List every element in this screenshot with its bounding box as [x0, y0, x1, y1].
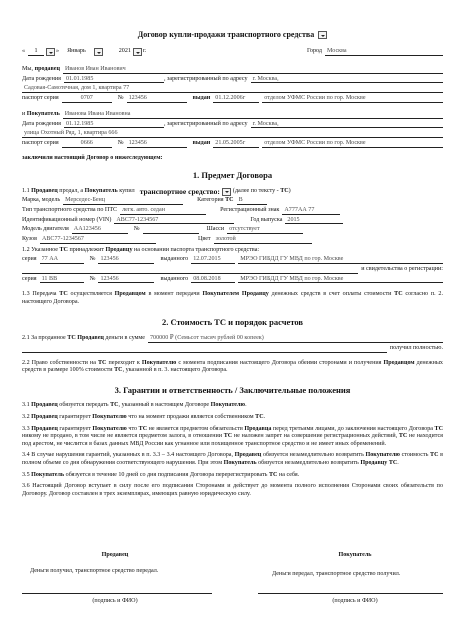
cert-date-field[interactable]: 08.08.2018 [191, 276, 235, 284]
buyer-issued-label: выдан [192, 140, 211, 147]
body-label: Кузов [22, 236, 37, 243]
seller-passport-label: паспорт серия [22, 95, 59, 102]
type-field[interactable]: легк. авто. седан [120, 207, 206, 215]
day-select[interactable]: 1 [28, 48, 44, 56]
cert-issued-label: выданного [160, 275, 189, 282]
seller-dob-row [22, 76, 443, 84]
buyer-sign-title: Покупатель [338, 552, 372, 558]
year-dropdown-icon[interactable] [133, 48, 142, 56]
seller-reg-label: , зарегистрированный по адресу [163, 75, 248, 82]
cert-row [22, 276, 443, 284]
cert-label: и свидетельства о регистрации: [361, 266, 443, 273]
p21-end-row [22, 345, 443, 353]
buyer-reg-city-field[interactable]: г. Москва, [251, 121, 443, 129]
section-1-title: 1. Предмет Договора [192, 170, 273, 181]
engine-no-label: № [133, 226, 140, 233]
p11-vehicle-label: транспортное средство: [139, 186, 220, 196]
buyer-number-label: № [117, 140, 124, 147]
vin-label: Идентификационный номер (VIN) [22, 216, 112, 223]
seller-issued-by-field[interactable]: отделом УФМС России по гор. Москве [262, 95, 443, 103]
seller-dob-field[interactable]: 01.01.1985 [64, 76, 164, 84]
p11-row [22, 187, 443, 196]
color-label: Цвет [197, 236, 211, 243]
pts-by-field[interactable]: МРЭО ГИБДД ГУ МВД по гор. Москве [238, 256, 443, 264]
engine-row [22, 226, 443, 234]
seller-name-field[interactable]: Иванов Иван Иванович [63, 66, 443, 74]
category-field[interactable]: В [237, 197, 267, 205]
vin-field[interactable]: АВС77-1234567 [114, 217, 234, 225]
type-label: Тип транспортного средства по ПТС [22, 207, 118, 214]
pts-issued-label: выданного [160, 256, 189, 263]
buyer-passport-row [22, 140, 443, 148]
month-select[interactable]: Январь [67, 48, 86, 55]
seller-passport-number-field[interactable]: 123456 [127, 95, 187, 103]
pts-number-field[interactable]: 123456 [98, 256, 154, 264]
buyer-issued-date-field[interactable]: 21.05.2005г [213, 140, 259, 148]
cert-number-field[interactable]: 123456 [98, 276, 154, 284]
buyer-address-row [22, 130, 443, 138]
seller-sign-caption: (подпись и ФИО) [92, 598, 138, 604]
cert-label-row [22, 266, 443, 274]
section-2-title: 2. Стоимость ТС и порядок расчетов [161, 316, 304, 327]
buyer-sign-line[interactable] [258, 593, 443, 594]
pts-number-label: № [89, 256, 96, 263]
cert-by-field[interactable]: МРЭО ГИБДД ГУ МВД по гор. Москве [238, 276, 443, 284]
buyer-sign-text: Деньги передал, транспортное средство получил. [272, 571, 401, 577]
quote-open: « [22, 48, 26, 55]
seller-name-row [22, 66, 443, 74]
p21-label: 2.1 За проданное ТС Продавец деньги в сумме [22, 335, 145, 342]
cert-number-label: № [89, 275, 96, 282]
amount-field[interactable]: 700000 ₽ (Семьсот тысяч рублей 00 копеек) [148, 335, 310, 343]
p11-text: 1.1 Продавец продал, а Покупатель купил [22, 187, 135, 194]
city-field[interactable]: Москва [325, 48, 443, 56]
pts-series-field[interactable]: 77 АА [40, 256, 84, 264]
p21-end: получил полностью. [389, 344, 443, 351]
day-dropdown-icon[interactable] [46, 48, 55, 56]
p31-text: 3.1 Продавец обязуется передать ТС, указанный в настоящем Договоре Покупателю. [22, 402, 247, 409]
chassis-label: Шасси [206, 226, 225, 233]
body-field[interactable]: АВС77-1234567 [40, 236, 156, 244]
color-field[interactable]: золотой [214, 236, 312, 244]
p22-text: 2.2 Право собственности на ТС переходит к Покупателю с момента подписания настоящего Договора обеими сторонами и получения Продавцом денежных средств в размере 100% стоимости ТС, указанной в п. 3. настоящего Договора. [22, 359, 443, 374]
p32-text: 3.2 Продавец гарантирует Покупателю что на момент продажи является собственником ТС. [22, 413, 266, 420]
month-dropdown-icon[interactable] [94, 48, 103, 56]
plate-field[interactable]: А777АА 77 [282, 207, 340, 215]
p36-text: 3.6 Настоящий Договор вступает в силу после его подписания Сторонами и действует до момента полного исполнения Сторонами своих обязательств по Договору. Договор составлен в трех экземплярах, имеющих равную юридическую силу. [22, 483, 443, 497]
pts-row [22, 256, 443, 264]
type-row [22, 207, 443, 215]
seller-reg-city-field[interactable]: г. Москва, [251, 76, 443, 84]
buyer-name-field[interactable]: Иванова Ивана Ивановна [63, 111, 443, 119]
seller-sign-text: Деньги получил, транспортное средство передал. [30, 568, 159, 574]
seller-passport-row [22, 95, 443, 103]
seller-issued-date-field[interactable]: 01.12.2006г [213, 95, 259, 103]
p11-tail: (далее по тексту - ТС) [232, 187, 291, 194]
cert-blank-line[interactable] [22, 273, 358, 274]
category-label: Категория ТС [197, 197, 234, 204]
buyer-address-field[interactable]: улица Охотный Ряд, 1, квартира 666 [22, 130, 443, 138]
make-label: Марка, модель [22, 197, 61, 204]
section-3-title: 3. Гарантии и ответственность / Заключительные положения [114, 384, 351, 395]
cert-series-label: серия [22, 275, 37, 282]
seller-intro: Мы, продавец [22, 66, 60, 73]
make-row [22, 197, 443, 205]
seller-dob-label: Дата рождения [22, 75, 61, 82]
amount-tail-line[interactable] [310, 342, 443, 343]
cert-series-field[interactable]: 11 ВВ [40, 276, 84, 284]
engine-label: Модель двигателя [22, 226, 69, 233]
buyer-dob-row [22, 121, 443, 129]
seller-address-row [22, 85, 443, 93]
year-label: Год выпуска [250, 216, 283, 223]
quote-close: » [56, 48, 60, 55]
vehicle-type-dropdown-icon[interactable] [222, 188, 231, 196]
p34-text: 3.4 В случае нарушения гарантий, указанных в п. 3.3 – 3.4 настоящего Договора, Продавец обязуется незамедлительно возвратить Покупателю стоимость ТС в полном объеме со дня обнаружения соответствующего нарушения. При этом Покупатель обязуется незамедлительно возвратить Продавцу ТС. [22, 452, 443, 467]
plate-label: Регистрационный знак [220, 207, 280, 214]
engine-no-field[interactable] [143, 233, 199, 234]
year-suffix: г. [142, 48, 147, 55]
seller-issued-label: выдан [192, 95, 211, 102]
pts-series-label: серия [22, 256, 37, 263]
p35-text: 3.5 Покупатель обязуется в течение 10 дней со дня подписания Договора перерегистрировать ТС на себя. [22, 471, 300, 478]
buyer-reg-label: , зарегистрированный по адресу [163, 120, 248, 127]
buyer-dob-field[interactable]: 01.12.1985 [64, 121, 164, 129]
buyer-passport-label: паспорт серия [22, 140, 59, 147]
make-field[interactable]: Мерседес-Бенц [63, 197, 183, 205]
vin-row [22, 217, 443, 225]
body-row [22, 236, 443, 244]
title-dropdown-icon[interactable] [318, 31, 327, 39]
buyer-dob-label: Дата рождения [22, 120, 61, 127]
seller-number-label: № [117, 95, 124, 102]
buyer-sign-caption: (подпись и ФИО) [332, 598, 378, 604]
document-title: Договор купли-продажи транспортного средства [137, 30, 315, 39]
buyer-intro: и Покупатель [22, 110, 60, 117]
pts-date-field[interactable]: 12.07.2015 [191, 256, 235, 264]
buyer-passport-number-field[interactable]: 123456 [127, 140, 187, 148]
buyer-name-row [22, 111, 443, 119]
buyer-issued-by-field[interactable]: отделом УФМС России по гор. Москве [262, 140, 443, 148]
amount-words-line[interactable] [22, 352, 387, 353]
buyer-passport-series-field[interactable]: 0666 [62, 140, 112, 148]
contract-page [0, 30, 465, 630]
chassis-field[interactable]: отсутствует [227, 226, 303, 234]
p21-row [22, 335, 443, 343]
seller-address-field[interactable]: Садовая-Самотечная, дом 1, квартира 77 [22, 85, 443, 93]
conclude-text: заключили настоящий Договор о нижеследующем: [22, 154, 163, 161]
year-field[interactable]: 2015 [285, 217, 343, 225]
document-title-row [22, 30, 443, 40]
year-select[interactable]: 2021 [118, 48, 131, 55]
p33-text: 3.3 Продавец гарантирует Покупателю что ТС не является предметом обязательств Продавца перед третьими лицами, до заключения настоящего Договора ТС никому не продано, в том числе не является предметом залога, в отношении ТС не наложен запрет на совершение регистрационных действий, ТС не находится под арестом, не числится в базах данных МВД России как угнанное или похищенное транспортное средство и не имеет иных обременений. [22, 425, 443, 447]
city-label: Город [306, 48, 322, 55]
p13-text: 1.3 Передача ТС осуществляется Продавцом в момент передачи Покупателем Продавцу денежных средств в счет оплаты стоимости ТС согласно п. 2. настоящего Договора. [22, 291, 443, 305]
engine-field[interactable]: АА123456 [72, 226, 128, 234]
p12-text: 1.2 Указанное ТС принадлежит Продавцу на основании паспорта транспортного средства: [22, 246, 260, 253]
seller-passport-series-field[interactable]: 0707 [62, 95, 112, 103]
date-row [22, 48, 443, 56]
seller-sign-line[interactable] [22, 593, 212, 594]
seller-sign-title: Продавец [101, 552, 129, 558]
